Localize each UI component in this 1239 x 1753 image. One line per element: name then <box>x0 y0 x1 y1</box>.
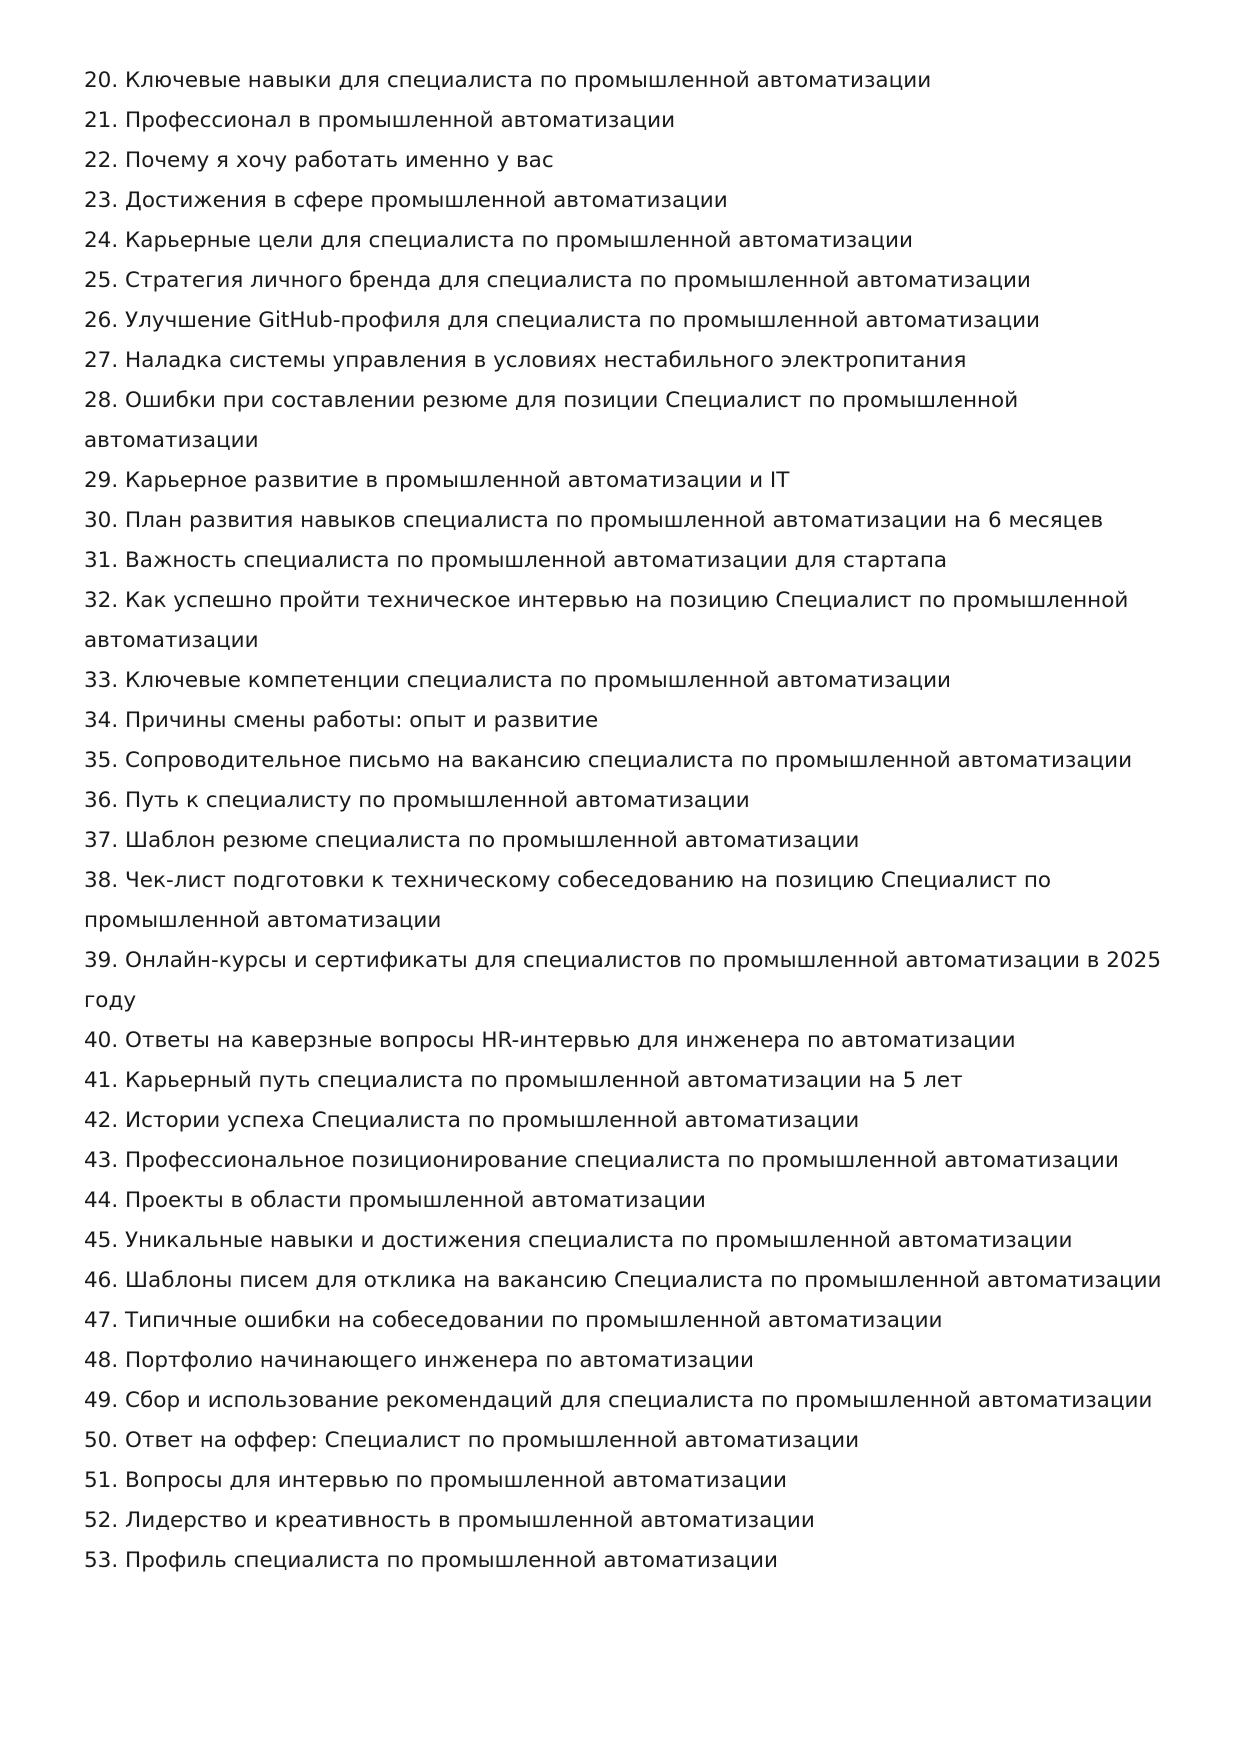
list-item: 21. Профессионал в промышленной автоматизации <box>84 108 676 133</box>
list-item: 26. Улучшение GitHub-профиля для специалиста по промышленной автоматизации <box>84 308 1041 333</box>
list-item: 53. Профиль специалиста по промышленной автоматизации <box>84 1548 778 1573</box>
list-item: 37. Шаблон резюме специалиста по промышленной автоматизации <box>84 828 860 853</box>
numbered-list <box>84 61 1164 1581</box>
list-item: 43. Профессиональное позиционирование специалиста по промышленной автоматизации <box>84 1148 1119 1173</box>
list-item: 50. Ответ на оффер: Специалист по промышленной автоматизации <box>84 1428 860 1453</box>
list-item: 25. Стратегия личного бренда для специалиста по промышленной автоматизации <box>84 268 1031 293</box>
list-item: 22. Почему я хочу работать именно у вас <box>84 148 554 173</box>
list-item: 30. План развития навыков специалиста по промышленной автоматизации на 6 месяцев <box>84 508 1104 533</box>
list-item: 49. Сбор и использование рекомендаций для специалиста по промышленной автоматизации <box>84 1388 1153 1413</box>
list-item: 48. Портфолио начинающего инженера по автоматизации <box>84 1348 754 1373</box>
list-item: 44. Проекты в области промышленной автоматизации <box>84 1188 706 1213</box>
list-item: 47. Типичные ошибки на собеседовании по промышленной автоматизации <box>84 1308 943 1333</box>
list-item: 31. Важность специалиста по промышленной автоматизации для стартапа <box>84 548 948 573</box>
list-item: 45. Уникальные навыки и достижения специалиста по промышленной автоматизации <box>84 1228 1073 1253</box>
list-item: 34. Причины смены работы: опыт и развитие <box>84 708 599 733</box>
list-item: 39. Онлайн-курсы и сертификаты для специалистов по промышленной автоматизации в 2025 году <box>84 948 1162 1013</box>
list-item: 23. Достижения в сфере промышленной автоматизации <box>84 188 728 213</box>
list-item: 33. Ключевые компетенции специалиста по промышленной автоматизации <box>84 668 952 693</box>
list-item: 40. Ответы на каверзные вопросы HR-интервью для инженера по автоматизации <box>84 1028 1016 1053</box>
list-item: 28. Ошибки при составлении резюме для позиции Специалист по промышленной автоматизации <box>84 388 1019 453</box>
list-item: 20. Ключевые навыки для специалиста по промышленной автоматизации <box>84 68 932 93</box>
list-item: 36. Путь к специалисту по промышленной автоматизации <box>84 788 750 813</box>
list-item: 35. Сопроводительное письмо на вакансию специалиста по промышленной автоматизации <box>84 748 1133 773</box>
list-item: 46. Шаблоны писем для отклика на вакансию Специалиста по промышленной автоматизации <box>84 1268 1162 1293</box>
list-item: 38. Чек-лист подготовки к техническому собеседованию на позицию Специалист по промышленной автоматизации <box>84 868 1052 933</box>
list-item: 51. Вопросы для интервью по промышленной автоматизации <box>84 1468 787 1493</box>
list-item: 42. Истории успеха Специалиста по промышленной автоматизации <box>84 1108 860 1133</box>
list-item: 29. Карьерное развитие в промышленной автоматизации и IT <box>84 468 790 493</box>
list-item: 52. Лидерство и креативность в промышленной автоматизации <box>84 1508 815 1533</box>
list-item: 24. Карьерные цели для специалиста по промышленной автоматизации <box>84 228 913 253</box>
list-item: 32. Как успешно пройти техническое интервью на позицию Специалист по промышленной автоматизации <box>84 588 1129 653</box>
list-item: 27. Наладка системы управления в условиях нестабильного электропитания <box>84 348 967 373</box>
list-item: 41. Карьерный путь специалиста по промышленной автоматизации на 5 лет <box>84 1068 963 1093</box>
